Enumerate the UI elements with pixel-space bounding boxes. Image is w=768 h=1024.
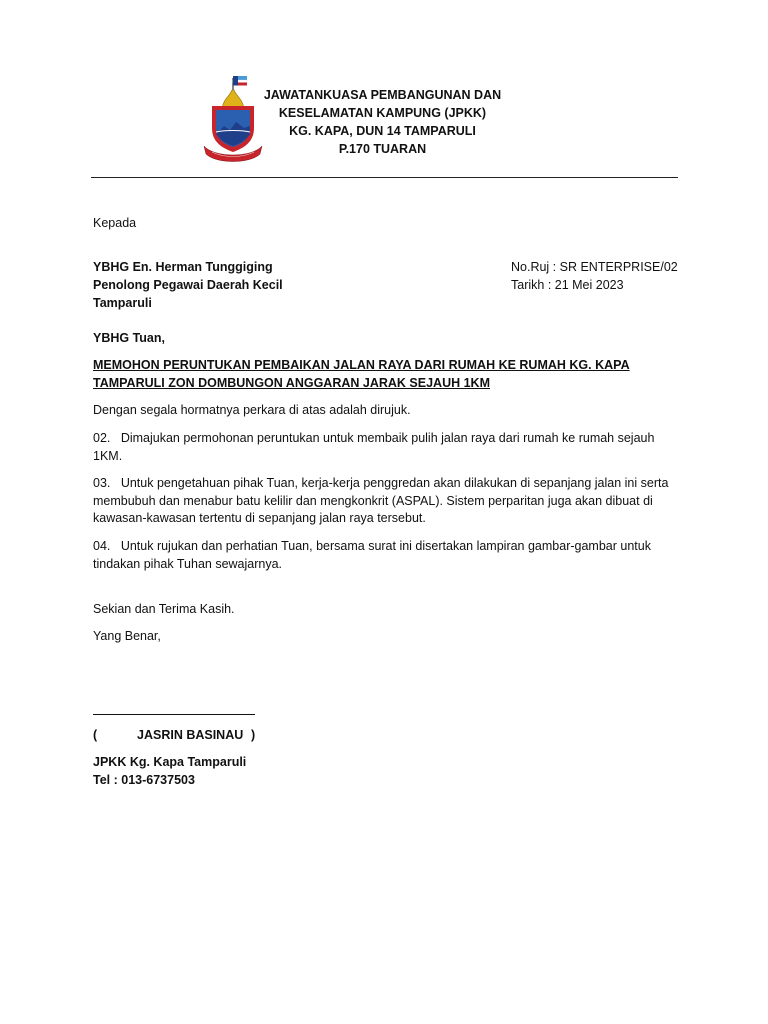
reference-number: No.Ruj : SR ENTERPRISE/02	[511, 260, 678, 274]
letter-date: Tarikh : 21 Mei 2023	[511, 278, 624, 292]
paragraph-text: Untuk pengetahuan pihak Tuan, kerja-kerja penggredan akan dilakukan di sepanjang jalan ini serta membubuh dan menabur batu kelilir dan mengkonkrit (ASPAL). Sistem perparitan juga akan dibuat di kawasan-kawasan tertentu di sepanjang jalan raya tersebut.	[93, 476, 669, 525]
paragraph-text: Dimajukan permohonan peruntukan untuk membaik pulih jalan raya dari rumah ke rumah sejauh 1KM.	[93, 431, 655, 463]
closing-thanks: Sekian dan Terima Kasih.	[93, 602, 235, 616]
signature-line	[93, 714, 255, 715]
signatory-name: JASRIN BASINAU	[137, 728, 244, 742]
signature-close-paren: )	[251, 728, 256, 742]
header-divider	[91, 177, 678, 178]
signature-open-paren: (	[93, 728, 98, 742]
paragraph-4	[93, 538, 673, 573]
signatory-phone: Tel : 013-6737503	[93, 773, 195, 787]
paragraph-1: Dengan segala hormatnya perkara di atas adalah dirujuk.	[93, 403, 411, 417]
addressee-label: Kepada	[93, 216, 137, 230]
letterhead-line: KG. KAPA, DUN 14 TAMPARULI	[289, 124, 476, 138]
paragraph-text: Untuk rujukan dan perhatian Tuan, bersama surat ini disertakan lampiran gambar-gambar untuk tindakan pihak Tuhan sewajarnya.	[93, 539, 651, 571]
paragraph-3	[93, 475, 673, 528]
letterhead-line: JAWATANKUASA PEMBANGUNAN DAN	[263, 88, 502, 102]
paragraph-2	[93, 430, 673, 465]
greeting: YBHG Tuan,	[93, 331, 165, 345]
signatory-organization: JPKK Kg. Kapa Tamparuli	[93, 755, 247, 769]
closing-signoff: Yang Benar,	[93, 629, 161, 643]
paragraph-number: 03.	[93, 476, 111, 490]
letterhead-line: P.170 TUARAN	[338, 142, 427, 156]
letter-subject: MEMOHON PERUNTUKAN PEMBAIKAN JALAN RAYA DARI RUMAH KE RUMAH KG. KAPA TAMPARULI ZON DOMBUNGON ANGGARAN JARAK SEJAUH 1KM	[93, 358, 630, 390]
recipient-name: YBHG En. Herman Tunggiging	[93, 260, 273, 274]
letterhead-line: KESELAMATAN KAMPUNG (JPKK)	[278, 106, 487, 120]
paragraph-number: 04.	[93, 539, 111, 553]
recipient-title: Penolong Pegawai Daerah Kecil	[93, 278, 283, 292]
paragraph-number: 02.	[93, 431, 111, 445]
recipient-place: Tamparuli	[93, 296, 152, 310]
letterhead	[250, 86, 515, 158]
